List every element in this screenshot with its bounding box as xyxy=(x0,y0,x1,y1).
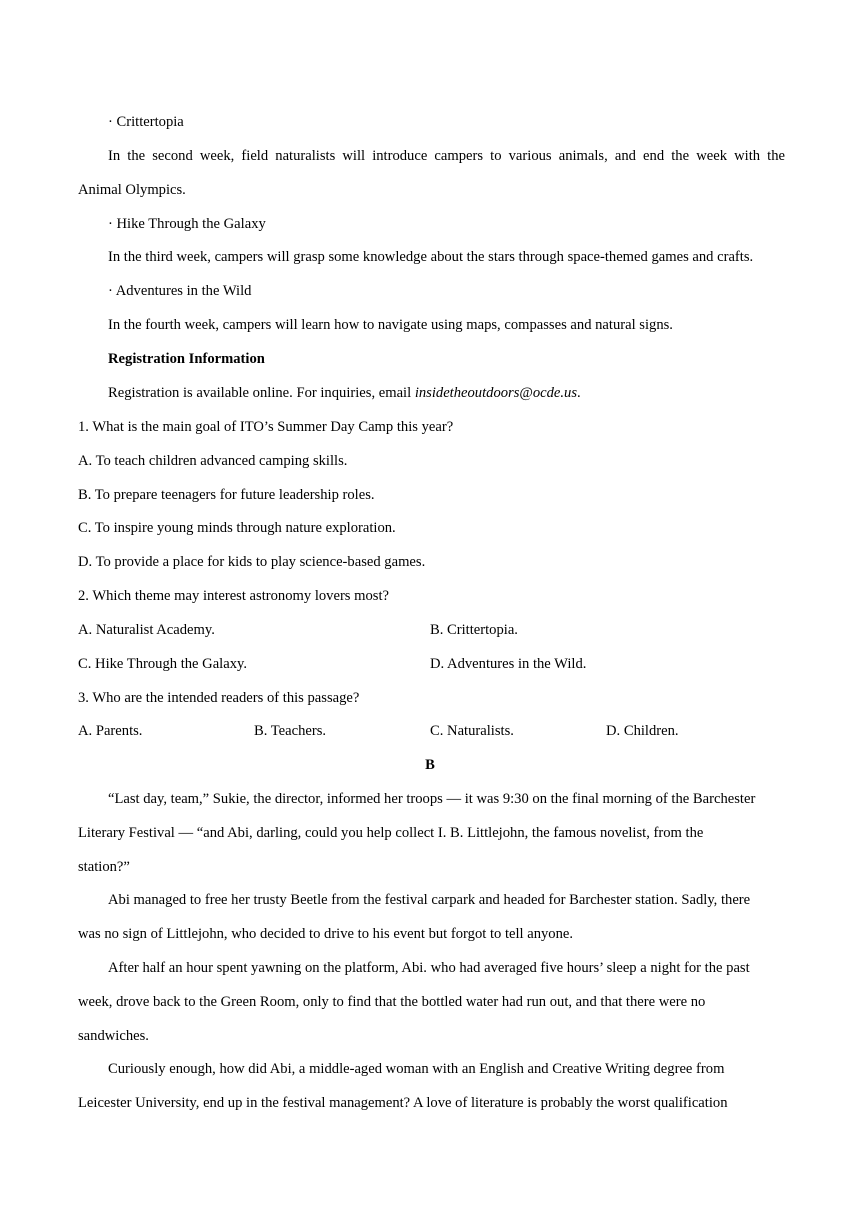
question-3-option-c: C. Naturalists. xyxy=(430,723,514,739)
question-1-option-d: D. To provide a place for kids to play science-based games. xyxy=(78,554,426,570)
question-1-option-c: C. To inspire young minds through nature exploration. xyxy=(78,520,396,536)
question-1: 1. What is the main goal of ITO’s Summer Day Camp this year? xyxy=(78,419,454,435)
passage-b-p2-line1: Abi managed to free her trusty Beetle from the festival carpark and headed for Barchester station. Sadly, there xyxy=(108,892,751,908)
passage-b-p2-line2: was no sign of Littlejohn, who decided to drive to his event but forgot to tell anyone. xyxy=(78,926,574,942)
question-3-option-a: A. Parents. xyxy=(78,723,143,739)
registration-text-end: . xyxy=(577,385,581,401)
passage-b-p4-line2: Leicester University, end up in the festival management? A love of literature is probably the worst qualification xyxy=(78,1095,728,1111)
question-2: 2. Which theme may interest astronomy lovers most? xyxy=(78,588,389,604)
question-3-option-b: B. Teachers. xyxy=(254,723,327,739)
question-3: 3. Who are the intended readers of this passage? xyxy=(78,690,360,706)
theme-crittertopia-desc-line2: Animal Olympics. xyxy=(78,182,186,198)
question-2-option-a: A. Naturalist Academy. xyxy=(78,622,215,638)
question-1-option-b: B. To prepare teenagers for future leadership roles. xyxy=(78,487,375,503)
section-b-heading: B xyxy=(425,757,435,773)
question-1-option-a: A. To teach children advanced camping skills. xyxy=(78,453,348,469)
question-3-option-d: D. Children. xyxy=(606,723,679,739)
passage-b-p3-line3: sandwiches. xyxy=(78,1028,149,1044)
passage-b-p4-line1: Curiously enough, how did Abi, a middle-aged woman with an English and Creative Writing degree from xyxy=(108,1061,725,1077)
registration-heading: Registration Information xyxy=(108,351,265,367)
passage-b-p1-line3: station?” xyxy=(78,859,130,875)
question-2-option-b: B. Crittertopia. xyxy=(430,622,518,638)
registration-email: insidetheoutdoors@ocde.us xyxy=(414,385,577,401)
registration-text xyxy=(108,383,785,403)
question-2-option-d: D. Adventures in the Wild. xyxy=(430,656,587,672)
theme-galaxy-title: · Hike Through the Galaxy xyxy=(108,216,266,232)
theme-galaxy-desc: In the third week, campers will grasp some knowledge about the stars through space-themed games and crafts. xyxy=(108,249,754,265)
passage-b-p3-line2: week, drove back to the Green Room, only to find that the bottled water had run out, and that there were no xyxy=(78,994,706,1010)
passage-b-p1-line1: “Last day, team,” Sukie, the director, informed her troops — it was 9:30 on the final morning of the Barchester xyxy=(108,791,756,807)
theme-wild-desc: In the fourth week, campers will learn how to navigate using maps, compasses and natural signs. xyxy=(108,317,673,333)
registration-text-body: Registration is available online. For inquiries, email xyxy=(108,385,415,401)
theme-crittertopia-title: · Crittertopia xyxy=(108,114,184,130)
passage-b-p3-line1: After half an hour spent yawning on the platform, Abi. who had averaged five hours’ sleep a night for the past xyxy=(108,960,750,976)
theme-wild-title: · Adventures in the Wild xyxy=(108,283,252,299)
passage-b-p1-line2: Literary Festival — “and Abi, darling, could you help collect I. B. Littlejohn, the famous novelist, from the xyxy=(78,825,704,841)
question-2-option-c: C. Hike Through the Galaxy. xyxy=(78,656,248,672)
theme-crittertopia-desc-line1: In the second week, field naturalists will introduce campers to various animals, and end the week with the xyxy=(108,148,785,164)
